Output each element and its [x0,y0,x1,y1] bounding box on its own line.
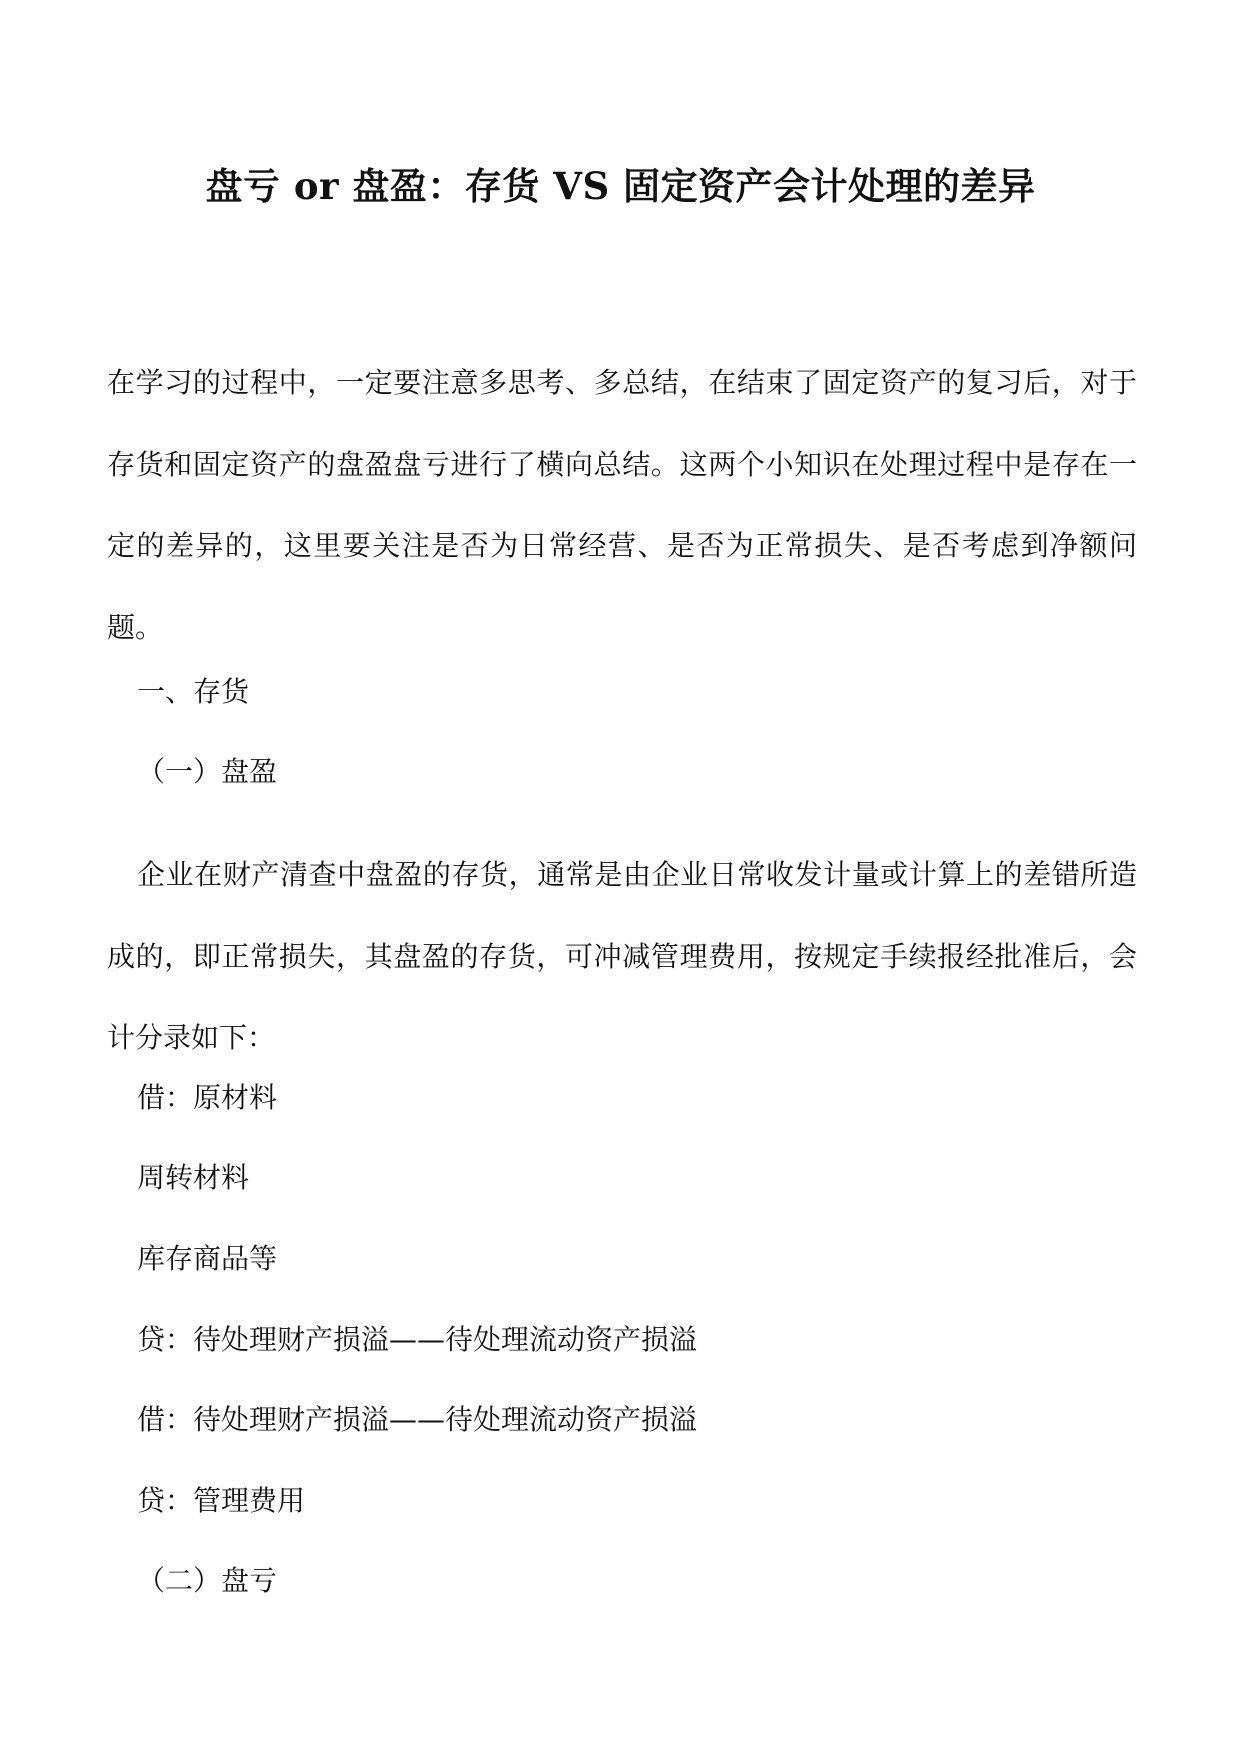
intro-paragraph: 在学习的过程中，一定要注意多思考、多总结，在结束了固定资产的复习后，对于存货和固定资产的盘盈盘亏进行了横向总结。这两个小知识在处理过程中是存在一定的差异的，这里要关注是否为日常经营、是否为正常损失、是否考虑到净额问题。 [107,366,1137,644]
journal-entry-line: 贷：待处理财产损溢——待处理流动资产损溢 [137,1323,698,1356]
journal-entry-line: 库存商品等 [137,1242,278,1275]
journal-entry-line: 贷：管理费用 [137,1484,306,1517]
journal-entry-line: 借：待处理财产损溢——待处理流动资产损溢 [137,1403,698,1436]
journal-entry-line: 周转材料 [137,1161,250,1194]
section-heading-inventory: 一、存货 [137,675,250,708]
subsection-heading-loss: （二）盘亏 [137,1564,278,1597]
journal-entry-line: 借：原材料 [137,1081,278,1114]
document-title: 盘亏 or 盘盈：存货 VS 固定资产会计处理的差异 [205,164,1036,208]
subsection-heading-surplus: （一）盘盈 [137,755,278,788]
surplus-paragraph: 企业在财产清查中盘盈的存货，通常是由企业日常收发计量或计算上的差错所造成的，即正常损失，其盘盈的存货，可冲减管理费用，按规定手续报经批准后，会计分录如下： [107,858,1137,1054]
